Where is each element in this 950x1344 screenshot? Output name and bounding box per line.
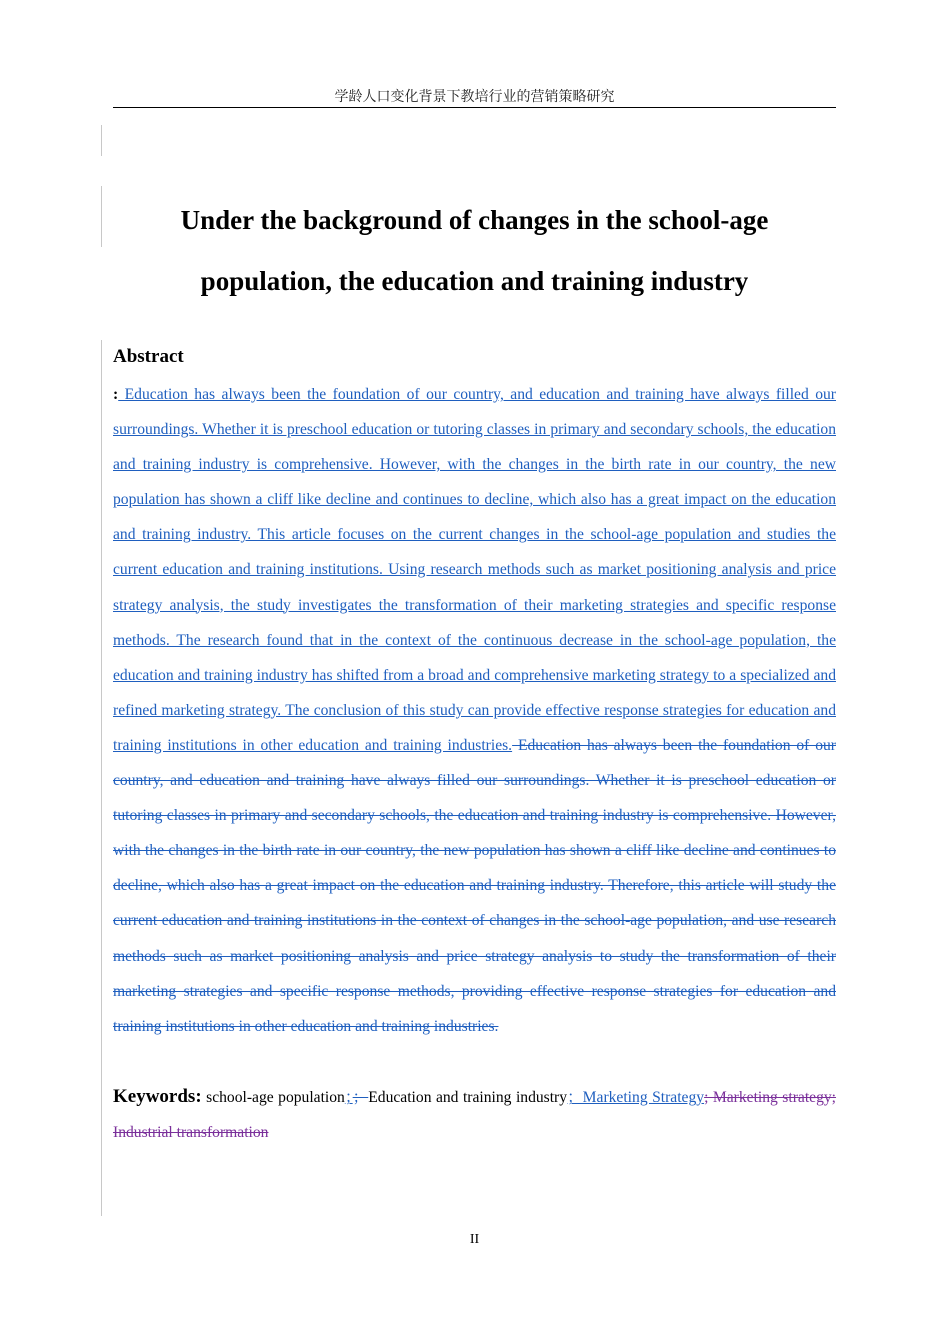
abstract-heading: Abstract (113, 346, 184, 367)
abstract-colon: : (113, 386, 119, 403)
keywords-deleted-tail: ; Marketing strategy; Industrial transformation (113, 1089, 837, 1141)
keyword-marketing-strategy-inserted: ；Marketing Strategy (567, 1089, 705, 1106)
change-bar (101, 340, 102, 1216)
document-title (113, 190, 836, 312)
deleted-abstract-text: Education has always been the foundation of our country, and education and training have always filled our surroundings. Whether it is preschool education or tutoring classes in primary and secondary schools, the education and training industry is comprehensive. However, with the changes in the birth rate in our country, the new population has shown a cliff like decline and continues to decline, which also has a great impact on the education and training industry. Therefore, this article will study the current education and training institutions in the context of changes in the school-age population, and use research methods such as market positioning analysis and price strategy analysis to study the transformation of their marketing strategies and specific response methods, providing effective response strategies for education and training institutions in other education and training industries. (113, 736, 836, 1035)
keyword-separator-deleted: ； (352, 1089, 369, 1106)
change-bar (101, 186, 102, 247)
title-line-2: population, the education and training industry (200, 266, 749, 296)
keywords-line (113, 1079, 836, 1150)
header-rule (113, 107, 836, 108)
keyword-separator-inserted: ； (344, 1089, 353, 1106)
title-line-1: Under the background of changes in the school-age (180, 205, 769, 235)
page-number: II (469, 1232, 480, 1247)
keyword-school-age: school-age population (201, 1089, 345, 1106)
keyword-education-industry: Education and training industry (368, 1089, 568, 1106)
change-bar (101, 125, 102, 156)
inserted-abstract-text: Education has always been the foundation of our country, and education and training have always filled our surroundings. Whether it is preschool education or tutoring classes in primary and secondary schools, the education and training industry is comprehensive. However, with the changes in the birth rate in our country, the new population has shown a cliff like decline and continues to decline, which also has a great impact on the education and training industry. This article focuses on the current changes in the school-age population and studies the current education and training institutions. Using research methods such as market positioning analysis and price strategy analysis, the study investigates the transformation of their marketing strategies and specific response methods. The research found that in the context of the continuous decrease in the school-age population, the education and training industry has shifted from a broad and comprehensive marketing strategy to a specialized and refined marketing strategy. The conclusion of this study can provide effective response strategies for education and training institutions in other education and training industries. (113, 386, 836, 754)
keywords-label: Keywords: (113, 1086, 202, 1107)
running-header: 学龄人口变化背景下教培行业的营销策略研究 (334, 89, 615, 105)
abstract-body (113, 377, 836, 1044)
